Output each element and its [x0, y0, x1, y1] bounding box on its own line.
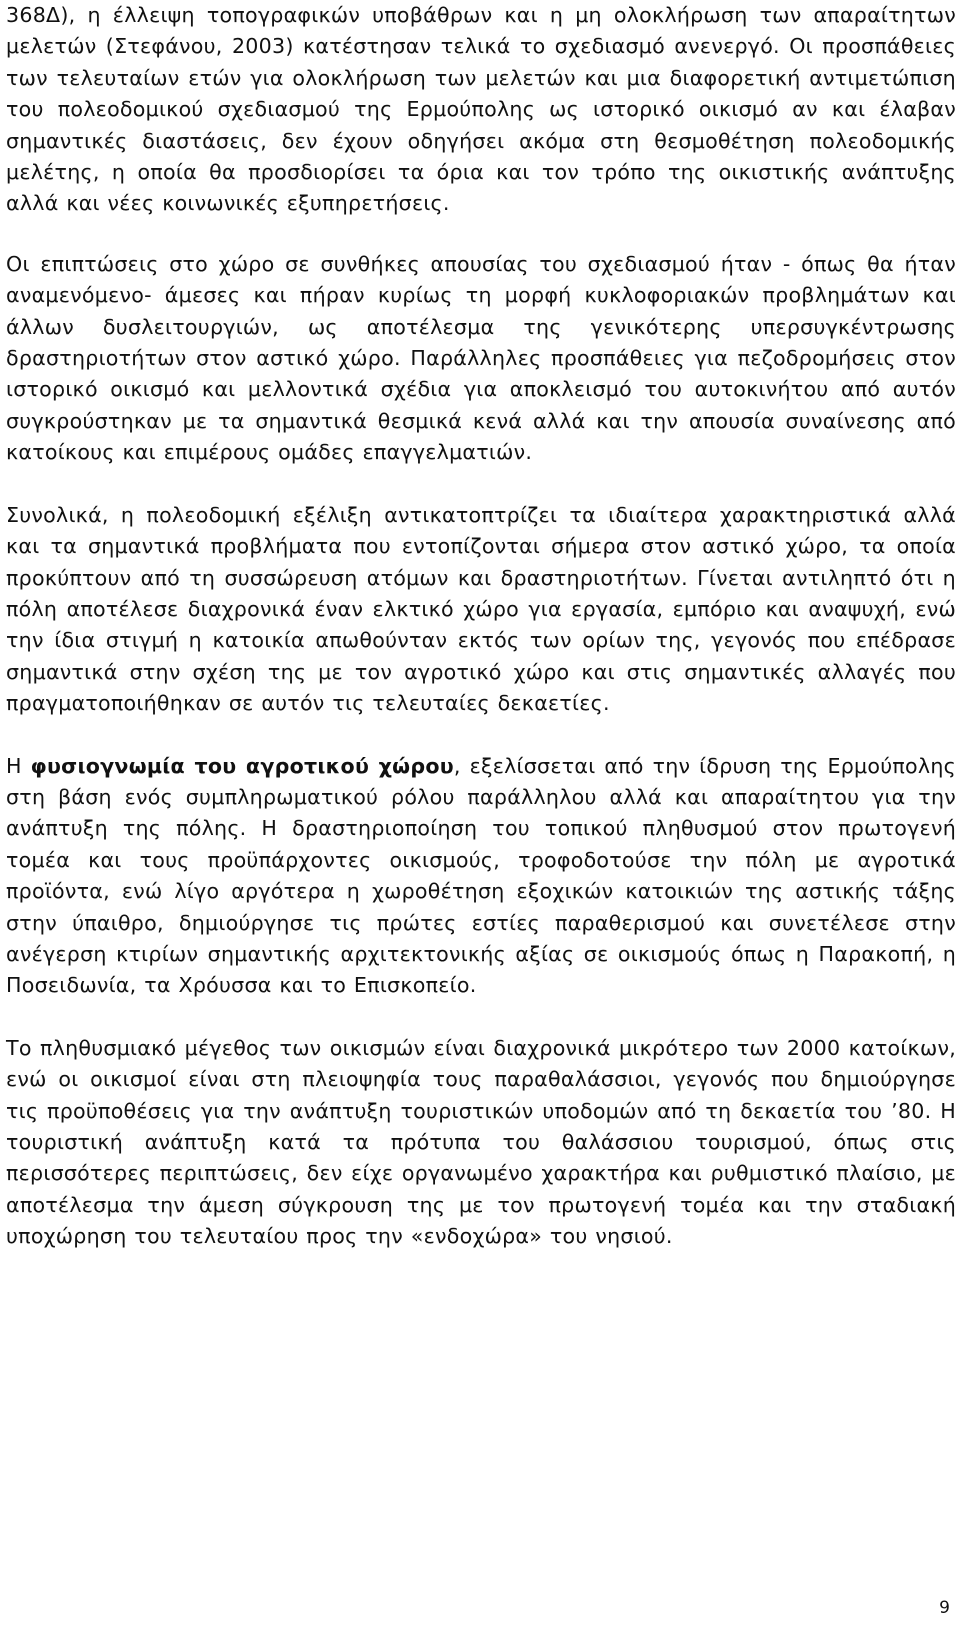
- paragraph-spatial-impacts: Οι επιπτώσεις στο χώρο σε συνθήκες απουσίας του σχεδιασμού ήταν - όπως θα ήταν αναμενόμενο- άμεσες και πήραν κυρίως τη μορφή κυκλοφοριακών προβλημάτων και άλλων δυσλειτουργιών, ως αποτέλεσμα της γενικότερης υπερσυγκέντρωσης δραστηριοτήτων στον αστικό χώρο. Παράλληλες προσπάθειες για πεζοδρομήσεις στον ιστορικό οικισμό και μελλοντικά σχέδια για αποκλεισμό του αυτοκινήτου από αυτόν συγκρούστηκαν με τα σημαντικά θεσμικά κενά αλλά και την απουσία συναίνεσης από κατοίκους και επιμέρους ομάδες επαγγελματιών.: [6, 251, 956, 465]
- paragraph-urban-planning: 368Δ), η έλλειψη τοπογραφικών υποβάθρων και η μη ολοκλήρωση των απαραίτητων μελετών (Στεφάνου, 2003) κατέστησαν τελικά το σχεδιασμό ανενεργό. Οι προσπάθειες των τελευταίων ετών για ολοκλήρωση των μελετών και μια διαφορετική αντιμετώπιση του πολεοδομικού σχεδιασμού της Ερμούπολης ως ιστορικό οικισμό αν και έλαβαν σημαντικές διαστάσεις, δεν έχουν οδηγήσει ακόμα στη θεσμοθέτηση πολεοδομικής μελέτης, η οποία θα προσδιορίσει τα όρια και τον τρόπο της οικιστικής ανάπτυξης αλλά και νέες κοινωνικές εξυπηρετήσεις.: [6, 3, 956, 216]
- paragraph-summary: Συνολικά, η πολεοδομική εξέλιξη αντικατοπτρίζει τα ιδιαίτερα χαρακτηριστικά αλλά και τα σημαντικά προβλήματα που εντοπίζονται σήμερα στον αστικό χώρο, τα οποία προκύπτουν από τη συσσώρευση ατόμων και δραστηριοτήτων. Γίνεται αντιληπτό ότι η πόλη αποτέλεσε διαχρονικά έναν ελκτικό χώρο για εργασία, εμπόριο και αναψυχή, ενώ την ίδια στιγμή η κατοικία απωθούνταν εκτός των ορίων της, γεγονός που επέδρασε σημαντικά στην σχέση της με τον αγροτικό χώρο και στις σημαντικές αλλαγές που πραγματοποιήθηκαν σε αυτόν τις τελευταίες δεκαετίες.: [6, 502, 956, 716]
- paragraph-population-tourism: Το πληθυσμιακό μέγεθος των οικισμών είναι διαχρονικά μικρότερο των 2000 κατοίκων, ενώ οι οικισμοί είναι στη πλειοψηφία τους παραθαλάσσιοι, γεγονός που δημιούργησε τις προϋποθέσεις για την ανάπτυξη τουριστικών υποδομών από τη δεκαετία του ’80. Η τουριστική ανάπτυξη κατά τα πρότυπα του θαλάσσιου τουρισμού, όπως στις περισσότερες περιπτώσεις, δεν είχε οργανωμένο χαρακτήρα και ρυθμιστικό πλαίσιο, με αποτέλεσμα την άμεση σύγκρουση της με τον πρωτογενή τομέα και την σταδιακή υποχώρηση του τελευταίου προς την «ενδοχώρα» του νησιού.: [6, 1035, 956, 1249]
- bold-term: φυσιογνωμία του αγροτικού χώρου: [30, 753, 454, 778]
- paragraph-rural-area-rest: , εξελίσσεται από την ίδρυση της Ερμούπολης στη βάση ενός συμπληρωματικού ρόλου παράλληλου αλλά και απαραίτητου για την ανάπτυξη της πόλης. Η δραστηριοποίηση του τοπικού πληθυσμού στον πρωτογενή τομέα και τους προϋπάρχοντες οικισμούς, τροφοδοτούσε την πόλη με αγροτικά προϊόντα, ενώ λίγο αργότερα η χωροθέτηση εξοχικών κατοικιών της αστικής τάξης στην ύπαιθρο, δημιούργησε τις πρώτες εστίες παραθερισμού και συνετέλεσε στην ανέγερση κτιρίων σημαντικής αρχιτεκτονικής αξίας σε οικισμούς όπως η Παρακοπή, η Ποσειδωνία, τα Χρόυσσα και το Επισκοπείο.: [6, 753, 956, 998]
- paragraph-rural-area-lead: Η: [6, 753, 31, 778]
- page-number: 9: [939, 1598, 950, 1618]
- paragraph-rural-area: [6, 751, 956, 1002]
- page-body: [6, 0, 956, 1253]
